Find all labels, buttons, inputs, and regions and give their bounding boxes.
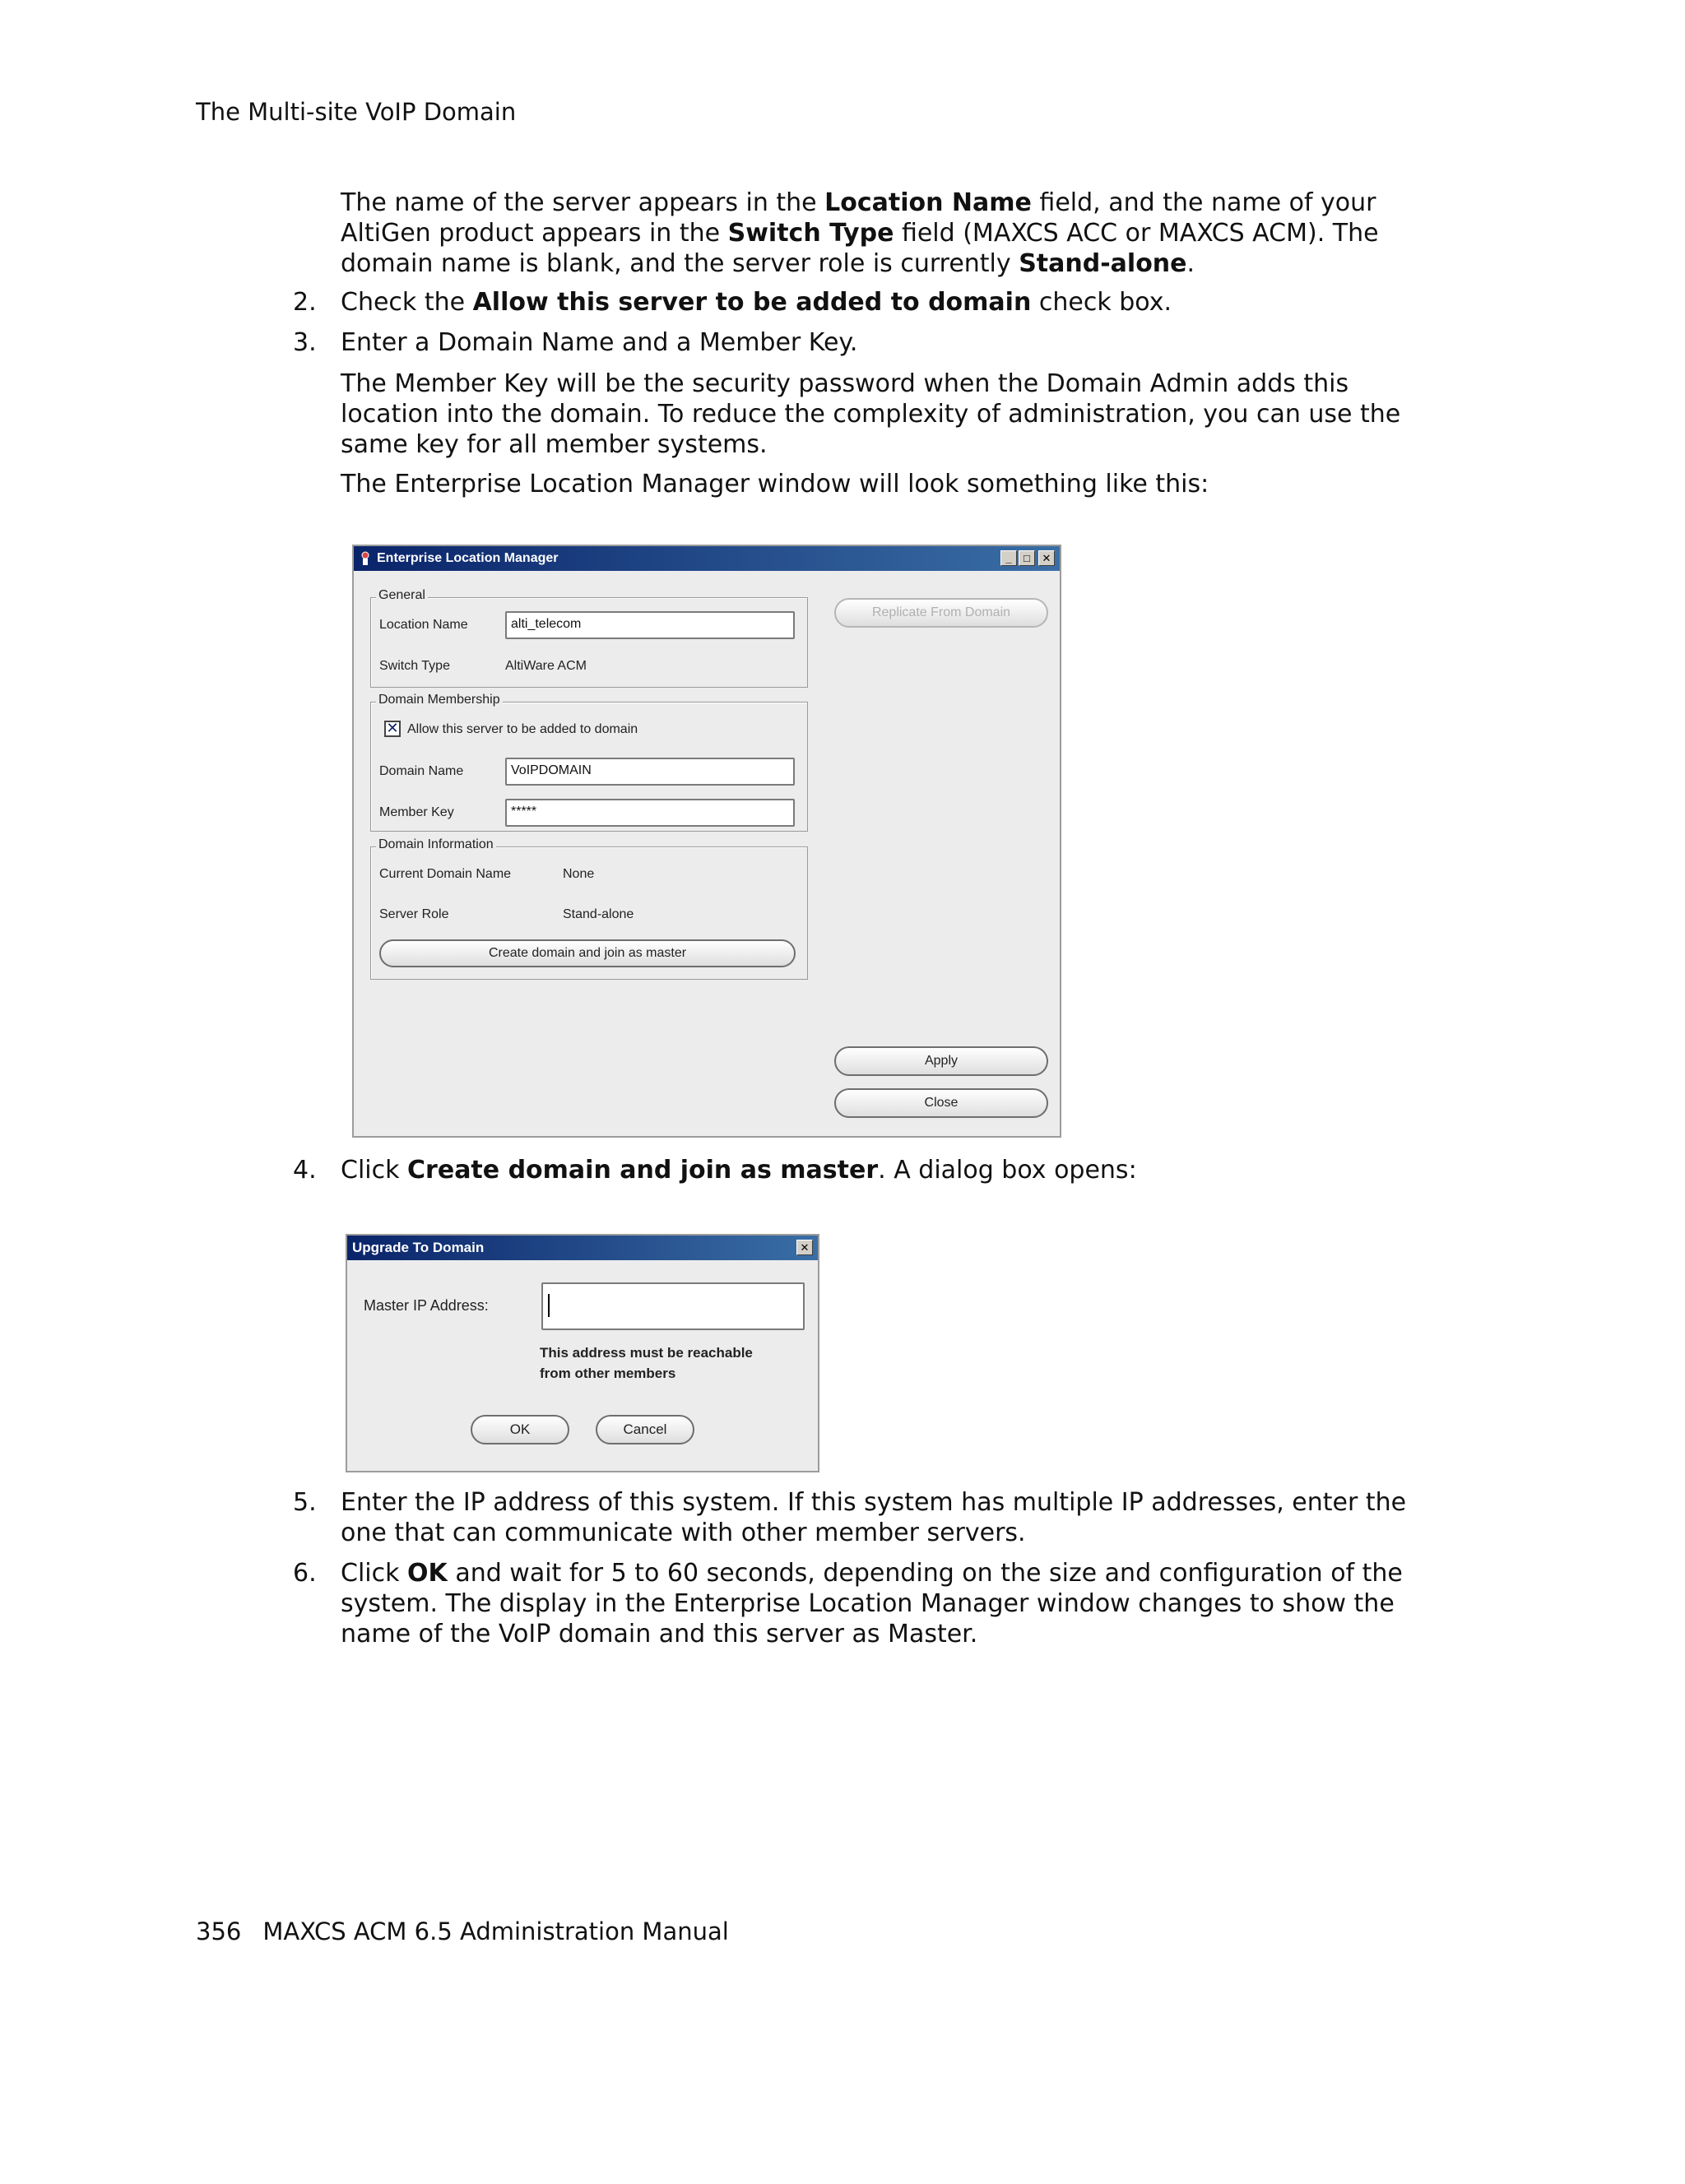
- allow-domain-checkbox[interactable]: ✕: [384, 721, 401, 737]
- page-number: 356: [196, 1917, 242, 1945]
- elm-title: Enterprise Location Manager: [377, 551, 559, 565]
- allow-domain-label: Allow this server to be added to domain: [407, 722, 638, 736]
- intro-paragraph: The name of the server appears in the Location Name field, and the name of your AltiGen product appears in the Switch Type field (MAXCS ACC or MAXCS ACM). The domain name is blank, and the server role is currently Stand-alone.: [341, 188, 1379, 278]
- member-key-paragraph: The Member Key will be the security password when the Domain Admin adds this location into the domain. To reduce the complexity of administration, you can use the same key for all member systems.: [341, 369, 1401, 459]
- step-4: 4. Click Create domain and join as master. A dialog box opens:: [293, 1156, 1137, 1185]
- current-domain-value: None: [563, 867, 595, 881]
- close-button[interactable]: Close: [834, 1088, 1048, 1118]
- replicate-from-domain-button[interactable]: Replicate From Domain: [834, 598, 1048, 628]
- master-ip-input[interactable]: [541, 1282, 805, 1330]
- server-role-label: Server Role: [379, 907, 449, 921]
- dialog-close-icon[interactable]: ✕: [796, 1240, 813, 1255]
- server-role-value: Stand-alone: [563, 907, 634, 921]
- step-6: 6. Click OK and wait for 5 to 60 seconds, depending on the size and configuration of the system. The display in the Enterprise Location Manager window changes to show the name of the VoIP domain and this server as Master.: [293, 1559, 1403, 1648]
- note-line-2: from other members: [540, 1366, 676, 1381]
- location-name-label: Location Name: [379, 618, 468, 632]
- info-group-label: Domain Information: [376, 837, 496, 852]
- domain-name-label: Domain Name: [379, 764, 464, 778]
- upgrade-to-domain-dialog: [346, 1234, 819, 1472]
- minimize-icon[interactable]: _: [1000, 550, 1017, 566]
- elm-titlebar: [354, 546, 1060, 571]
- text-cursor: [548, 1294, 550, 1317]
- running-header: The Multi-site VoIP Domain: [196, 98, 517, 126]
- manual-title: MAXCS ACM 6.5 Administration Manual: [262, 1917, 729, 1945]
- step-5: 5. Enter the IP address of this system. If this system has multiple IP addresses, enter the one that can communicate with other member servers.: [293, 1488, 1407, 1547]
- cancel-button[interactable]: Cancel: [596, 1415, 694, 1444]
- current-domain-label: Current Domain Name: [379, 867, 512, 881]
- member-key-input[interactable]: *****: [505, 799, 795, 827]
- membership-group-label: Domain Membership: [376, 693, 503, 707]
- location-name-input[interactable]: alti_telecom: [505, 611, 795, 639]
- step-3: 3. Enter a Domain Name and a Member Key.: [293, 328, 858, 357]
- note-line-1: This address must be reachable: [540, 1345, 753, 1361]
- page-footer: [196, 1917, 729, 1947]
- ok-button[interactable]: OK: [471, 1415, 569, 1444]
- maximize-icon[interactable]: □: [1019, 550, 1035, 566]
- elm-intro-paragraph: The Enterprise Location Manager window will look something like this:: [341, 470, 1209, 498]
- switch-type-label: Switch Type: [379, 659, 450, 673]
- member-key-label: Member Key: [379, 805, 454, 819]
- create-domain-button[interactable]: Create domain and join as master: [379, 939, 796, 967]
- upgrade-title: Upgrade To Domain: [352, 1240, 485, 1255]
- close-icon[interactable]: ✕: [1038, 550, 1055, 566]
- general-group: [370, 588, 808, 688]
- domain-membership-group: [370, 693, 808, 832]
- enterprise-location-manager-window: [352, 545, 1061, 1138]
- app-icon: [358, 550, 373, 567]
- switch-type-value: AltiWare ACM: [505, 659, 587, 673]
- general-group-label: General: [376, 588, 428, 603]
- upgrade-titlebar: [347, 1236, 818, 1260]
- step-2: 2. Check the Allow this server to be added to domain check box.: [293, 288, 1172, 317]
- master-ip-label: Master IP Address:: [364, 1297, 489, 1314]
- domain-information-group: [370, 837, 808, 980]
- apply-button[interactable]: Apply: [834, 1046, 1048, 1076]
- domain-name-input[interactable]: VoIPDOMAIN: [505, 758, 795, 786]
